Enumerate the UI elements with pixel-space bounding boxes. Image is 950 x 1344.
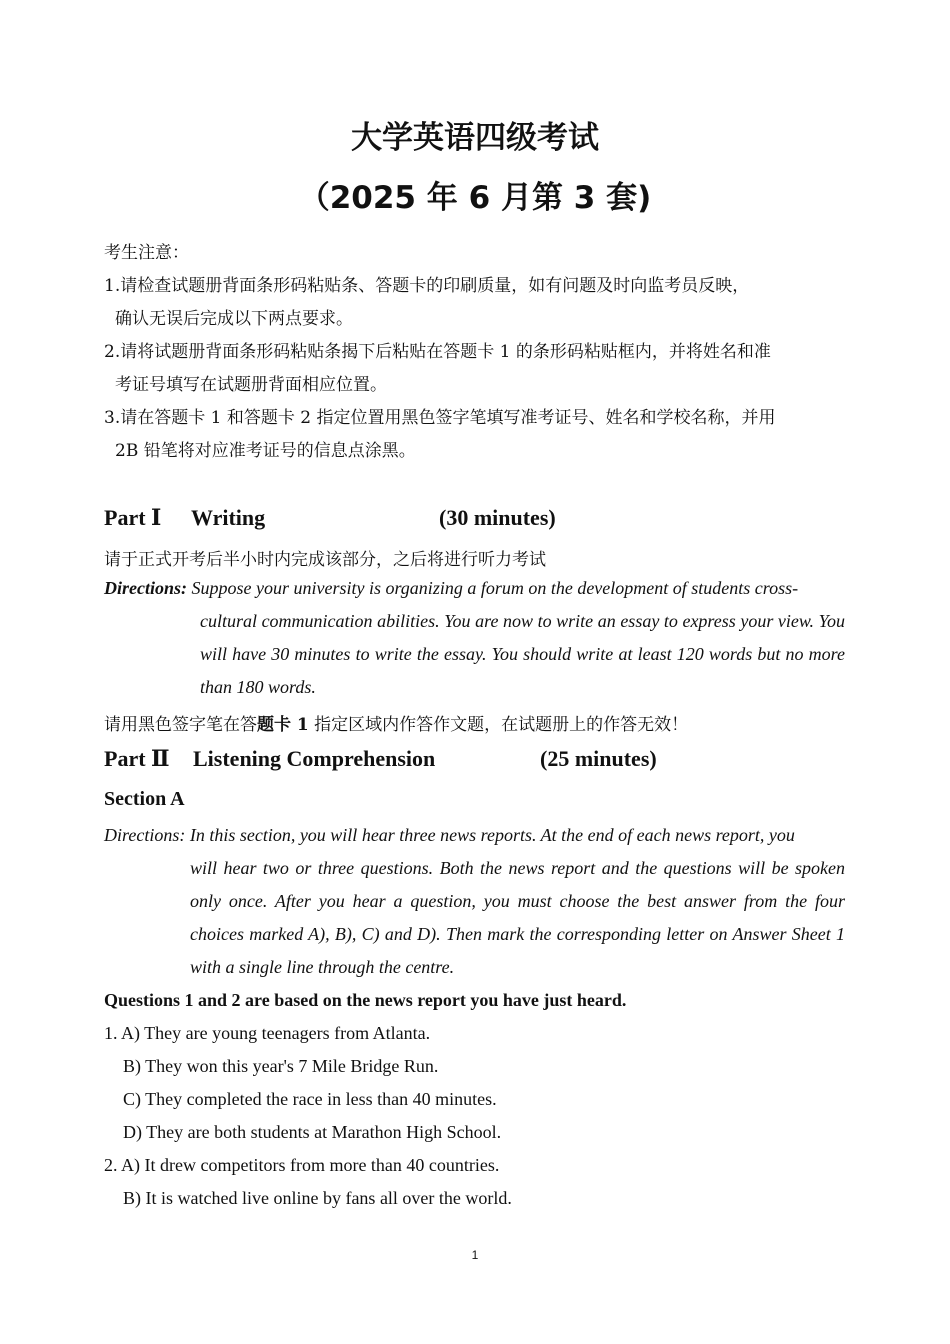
page-number: 1 bbox=[471, 1248, 479, 1262]
part2-name: Listening Comprehension bbox=[193, 746, 436, 771]
part1-label: Part Ⅰ bbox=[104, 505, 162, 530]
part2-directions bbox=[104, 825, 795, 846]
part1-note: 请于正式开考后半小时内完成该部分，之后将进行听力考试 bbox=[104, 550, 546, 570]
answer-note-post: 指定区域内作答作文题，在试题册上的作答无效！ bbox=[308, 715, 689, 735]
section-a-heading: Section A bbox=[104, 788, 185, 810]
part1-directions-first: Suppose your university is organizing a forum on the development of students cross- bbox=[191, 578, 799, 598]
part1-name: Writing bbox=[191, 505, 266, 530]
part2-directions-body: will hear two or three questions. Both the news report and the questions will be spoken only once. After you hear a question, you must choose the best answer from the four choices marked A), B), C) and D). Then mark the corresponding letter on Answer Sheet 1 with a single line through the centre. bbox=[190, 858, 845, 977]
notice-item-3: 3.请在答题卡 1 和答题卡 2 指定位置用黑色签字笔填写准考证号、姓名和学校名称，并用 bbox=[104, 408, 776, 428]
q1-option-b: B) They won this year's 7 Mile Bridge Run. bbox=[123, 1056, 439, 1076]
q1-option-c: C) They completed the race in less than 40 minutes. bbox=[123, 1089, 497, 1109]
q2-option-b: B) It is watched live online by fans all over the world. bbox=[123, 1188, 512, 1208]
answer-note-bold: 题卡 1 bbox=[257, 715, 309, 735]
part1-directions-body: cultural communication abilities. You are now to write an essay to express your view. You will have 30 minutes to write the essay. You should write at least 120 words but no more than 180 words. bbox=[200, 611, 845, 697]
answer-note-pre: 请用黑色签字笔在答 bbox=[104, 715, 257, 735]
q1-option-d: D) They are both students at Marathon High School. bbox=[123, 1122, 502, 1142]
q2-option-a: 2. A) It drew competitors from more than 40 countries. bbox=[104, 1155, 500, 1175]
part1-directions bbox=[104, 578, 798, 599]
part2-label: Part Ⅱ bbox=[104, 746, 170, 771]
notice-item-2-cont: 考证号填写在试题册背面相应位置。 bbox=[115, 375, 387, 395]
q1-option-a: 1. A) They are young teenagers from Atlanta. bbox=[104, 1023, 431, 1043]
part2-directions-label: Directions: bbox=[104, 825, 186, 845]
notice-item-3-cont: 2B 铅笔将对应准考证号的信息点涂黑。 bbox=[115, 441, 416, 461]
notice-item-1-cont: 确认无误后完成以下两点要求。 bbox=[115, 309, 353, 329]
questions-intro: Questions 1 and 2 are based on the news report you have just heard. bbox=[104, 990, 627, 1010]
notice-heading: 考生注意： bbox=[104, 243, 189, 263]
part2-directions-first: In this section, you will hear three news reports. At the end of each news report, you bbox=[189, 825, 795, 845]
notice-item-2: 2.请将试题册背面条形码粘贴条揭下后粘贴在答题卡 1 的条形码粘贴框内，并将姓名和准 bbox=[104, 342, 771, 362]
part1-directions-label: Directions: bbox=[104, 578, 187, 598]
part1-time: (30 minutes) bbox=[439, 505, 556, 530]
exam-subtitle: （2025 年 6 月第 3 套) bbox=[298, 180, 652, 216]
notice-item-1: 1.请检查试题册背面条形码粘贴条、答题卡的印刷质量，如有问题及时向监考员反映， bbox=[104, 276, 750, 296]
part1-answer-note bbox=[104, 710, 688, 735]
exam-title: 大学英语四级考试 bbox=[351, 120, 599, 156]
part2-time: (25 minutes) bbox=[540, 746, 657, 771]
